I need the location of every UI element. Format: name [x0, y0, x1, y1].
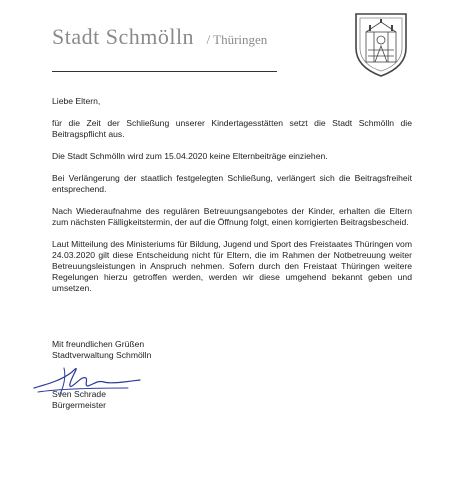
letter-body	[52, 96, 412, 305]
letterhead	[52, 24, 267, 50]
letterhead-state: / Thüringen	[206, 32, 268, 47]
salutation: Liebe Eltern,	[52, 96, 101, 106]
letterhead-divider	[52, 71, 277, 72]
signer-block	[52, 389, 106, 411]
letterhead-city: Stadt Schmölln	[52, 24, 195, 49]
signer-title: Bürgermeister	[52, 400, 106, 410]
closing-organization: Stadtverwaltung Schmölln	[52, 350, 152, 360]
paragraph-1: für die Zeit der Schließung unserer Kindertagesstätten setzt die Stadt Schmölln die Beitragspflicht aus.	[52, 118, 412, 139]
paragraph-5: Laut Mitteilung des Ministeriums für Bildung, Jugend und Sport des Freistaates Thüringen vom 24.03.2020 gilt diese Entscheidung nicht für Eltern, die im Rahmen der Notbetreuung weiter Betreuungsleistungen in Anspruch nehmen. Sofern durch den Freistaat Thüringen weitere Regelungen hierzu getroffen werden, werden wir diese umgehend bekannt geben und umsetzen.	[52, 239, 412, 293]
paragraph-4: Nach Wiederaufnahme des regulären Betreuungsangebotes der Kinder, erhalten die Eltern zum nächsten Fälligkeitstermin, der auf die Öffnung folgt, einen korrigierten Beitragsbescheid.	[52, 206, 412, 227]
paragraph-3: Bei Verlängerung der staatlich festgelegten Schließung, verlängert sich die Beitragsfreiheit entsprechend.	[52, 173, 412, 194]
signer-name: Sven Schrade	[52, 389, 106, 399]
closing-greeting: Mit freundlichen Grüßen	[52, 339, 145, 349]
city-seal-icon	[352, 10, 410, 78]
paragraph-2: Die Stadt Schmölln wird zum 15.04.2020 keine Elternbeiträge einziehen.	[52, 151, 328, 161]
closing	[52, 339, 151, 361]
